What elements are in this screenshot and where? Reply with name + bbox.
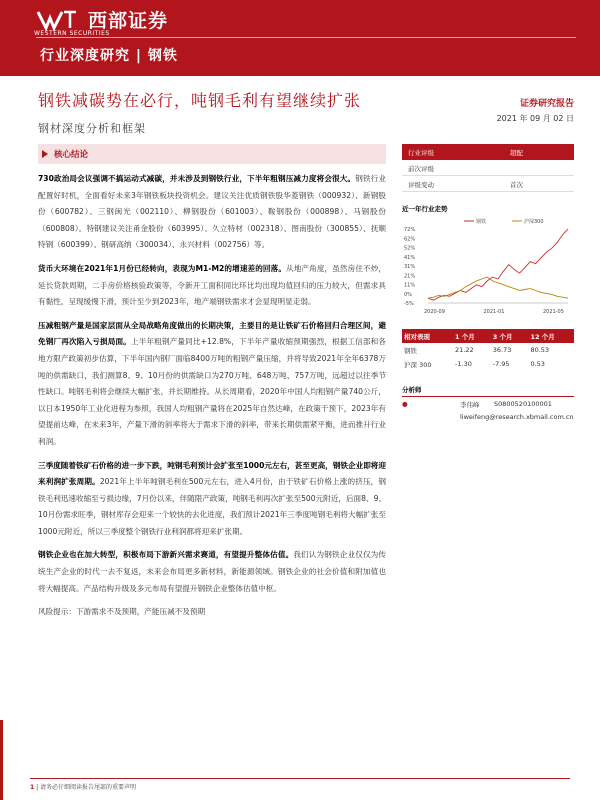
paragraph-body: 钢铁行业配置好时机，全面看好未来3年钢铁板块投资机会。建议关注优质钢铁股华菱钢铁（000932）、新钢股份（600782）、三钢闽光（002110）、柳钢股份（601003）、鞍钢股份（000898）、马钢股份（600808）。特钢建议关注甬金股份（603995）、久立特材（002318）、图南股份（300855）、抚顺特钢（600399）、钢研高纳（300034）、永兴材料（002756）等。	[38, 174, 387, 250]
header-bar	[0, 0, 600, 76]
analyst-email-row	[402, 410, 574, 423]
footer-separator: |	[36, 784, 41, 791]
brand-name: 西部证券	[88, 10, 169, 32]
risk-note: 风险提示：下游需求不及预期，产能压减不及预期	[38, 607, 206, 617]
section-arrow-icon	[42, 150, 48, 158]
x-tick-label: 2021-05	[543, 309, 564, 315]
paragraph-lead: 压减粗钢产量是国家层面从全局战略角度做出的长期决策，主要目的是让铁矿石价格回归合理区间，避免钢厂再次陷入亏损局面。	[38, 320, 386, 347]
perf-cell: 21.22	[455, 346, 474, 354]
perf-cell: 0.53	[530, 360, 545, 368]
core-section-label: 核心结论	[54, 150, 89, 160]
perf-cell: 36.73	[492, 346, 512, 354]
brand-sub: WESTERN SECURITIES	[34, 30, 110, 37]
footer-text: 请务必仔细阅读报告尾部的重要声明	[40, 784, 137, 791]
y-tick-label: 11%	[404, 282, 416, 289]
perf-cell: -7.95	[492, 360, 510, 368]
perf-cell: -1.30	[455, 360, 472, 368]
rating-label: 行业评级	[408, 149, 434, 157]
paragraph-body: 2021年上半年吨钢毛利在500元左右，进入4月份，由于铁矿石价格上涨的挤压，钢铁毛利迅速收缩至亏损边缘，7月份以来，伴随限产政策，吨钢毛利再次扩张至500元附近，后面8、9、10月份需求旺季，钢材库存会迎来一个较快的去化进度，我们预计2021年三季度吨钢毛利将大幅扩张至1000元附近，所以三季度整个钢铁行业利润都将迎来扩张期。	[38, 477, 387, 536]
paragraph-3	[38, 318, 386, 451]
table-row	[402, 357, 574, 371]
rating-change-label: 评级变动	[408, 181, 434, 189]
rating-change-value: 首次	[510, 181, 523, 189]
legend-label: 钢铁	[476, 219, 487, 225]
x-tick-label: 2020-09	[424, 309, 445, 315]
series-line-steel	[428, 229, 568, 300]
y-tick-label: 31%	[404, 264, 416, 270]
y-tick-label: 62%	[404, 236, 416, 243]
perf-name: 沪深 300	[404, 360, 432, 369]
analyst-cert: S0800520100001	[494, 400, 552, 408]
table-row	[402, 343, 574, 357]
footer	[30, 782, 136, 791]
paragraph-lead: 730政治局会议强调不搞运动式减碳，并未涉及到钢铁行业，下半年粗钢压减力度将会很大。	[38, 174, 356, 183]
perf-cell: 80.53	[530, 346, 550, 354]
paragraph-body: 我们认为钢铁企业仅仅为传统生产企业的时代一去不复返，未来会布局更多新材料，新能源领域。钢铁企业的社会价值和附加值也将大幅提高。产品结构升级及多元布局有望提升钢铁企业整体估值中枢。	[38, 550, 387, 593]
legend-label: 沪深300	[524, 219, 544, 225]
performance-header-row	[402, 329, 574, 343]
prev-rating-row	[402, 160, 574, 176]
paragraph-2	[38, 261, 386, 311]
perf-header: 1 个月	[453, 329, 491, 343]
x-tick-label: 2021-01	[483, 309, 505, 315]
paragraph-5	[38, 547, 386, 597]
performance-table	[402, 329, 574, 371]
rating-value: 超配	[510, 149, 523, 157]
sidebar	[402, 144, 574, 423]
y-tick-label: 21%	[404, 273, 416, 280]
paragraph-body: 上半年粗钢产量同比+12.8%，下半年产量收缩预期强烈，根据工信部和各地方限产政策初步估算，下半年国内钢厂面临8400万吨的粗钢产量压缩，并将导致2021年全年6378万吨的供需缺口，我们测算8、9、10月份的供需缺口为270万吨、648万吨、757万吨，远超过以往季节性缺口。吨钢毛利将会继续大幅扩张，并长期维持。从长周期看，2020年中国人均粗钢产量740公斤，以日本1950年工业化进程为参照，我国人均粗钢产量将在2025年自然达峰，在政策干预下，2023年有望提前达峰，在未来3年，产量下滑的斜率将大于需求下滑的斜率，带来长期供需紧平衡，进而推升行业利润。	[38, 337, 387, 446]
perf-name: 钢铁	[404, 346, 417, 355]
paragraph-body: 从地产角度，虽然房住不炒，延长贷款周期，二手房价格核验政策等，令新开工面积同比环比均出现均值回归的压力较大，但需求具有黏性，呈现缓慢下滑，预计至少到2023年，地产端钢铁需求才会显现明显走弱。	[38, 263, 387, 307]
analyst-header: 分析师	[402, 385, 574, 397]
person-icon: ●	[402, 400, 408, 408]
perf-header: 12 个月	[528, 329, 574, 343]
report-date: 2021 年 09 月 02 日	[496, 114, 574, 123]
chart-title: 近一年行业走势	[402, 205, 448, 213]
main-title: 钢铁减碳势在必行，吨钢毛利有望继续扩张	[38, 91, 362, 110]
analyst-name: 李伟峰	[460, 401, 480, 409]
core-section-bar	[38, 144, 386, 164]
main-content	[38, 144, 386, 621]
y-tick-label: 72%	[404, 227, 416, 233]
paragraph-lead: 货币大环境在2021年1月份已经转向，表现为M1-M2的增速差的回落。	[38, 263, 287, 273]
paragraph-1	[38, 171, 386, 254]
paragraph-lead: 钢铁企业也在加大转型，积极布局下游新兴需求赛道，有望提升整体估值。	[38, 550, 294, 560]
side-stripe	[0, 720, 3, 800]
trend-chart	[402, 217, 574, 317]
subtitle: 钢材深度分析和框架	[38, 122, 146, 135]
footer-divider	[30, 778, 570, 779]
analyst-row	[402, 397, 574, 410]
header-title: 行业深度研究 | 钢铁	[40, 48, 178, 64]
paragraph-4	[38, 458, 386, 541]
y-tick-label: 52%	[404, 245, 416, 252]
western-securities-logo-icon	[36, 8, 78, 32]
y-tick-label: 41%	[404, 254, 416, 261]
y-tick-label: -5%	[404, 301, 414, 307]
page-number: 1	[30, 784, 35, 791]
rating-row	[402, 144, 574, 160]
rating-change-row	[402, 176, 574, 192]
y-tick-label: 0%	[404, 291, 412, 298]
series-line-hs300	[428, 277, 568, 298]
analyst-email[interactable]: liweifeng@research.xbmail.com.cn	[460, 413, 574, 421]
perf-header: 相对表现	[402, 329, 453, 343]
perf-header: 3 个月	[491, 329, 529, 343]
report-type: 证券研究报告	[519, 99, 574, 109]
header-divider	[36, 37, 576, 38]
paragraph-lead: 三季度随着铁矿石价格的进一步下跌，吨钢毛利预计会扩张至1000元左右，甚至更高，钢铁企业即将迎来利润扩张周期。	[38, 460, 386, 487]
prev-rating-label: 前次评级	[408, 165, 434, 173]
